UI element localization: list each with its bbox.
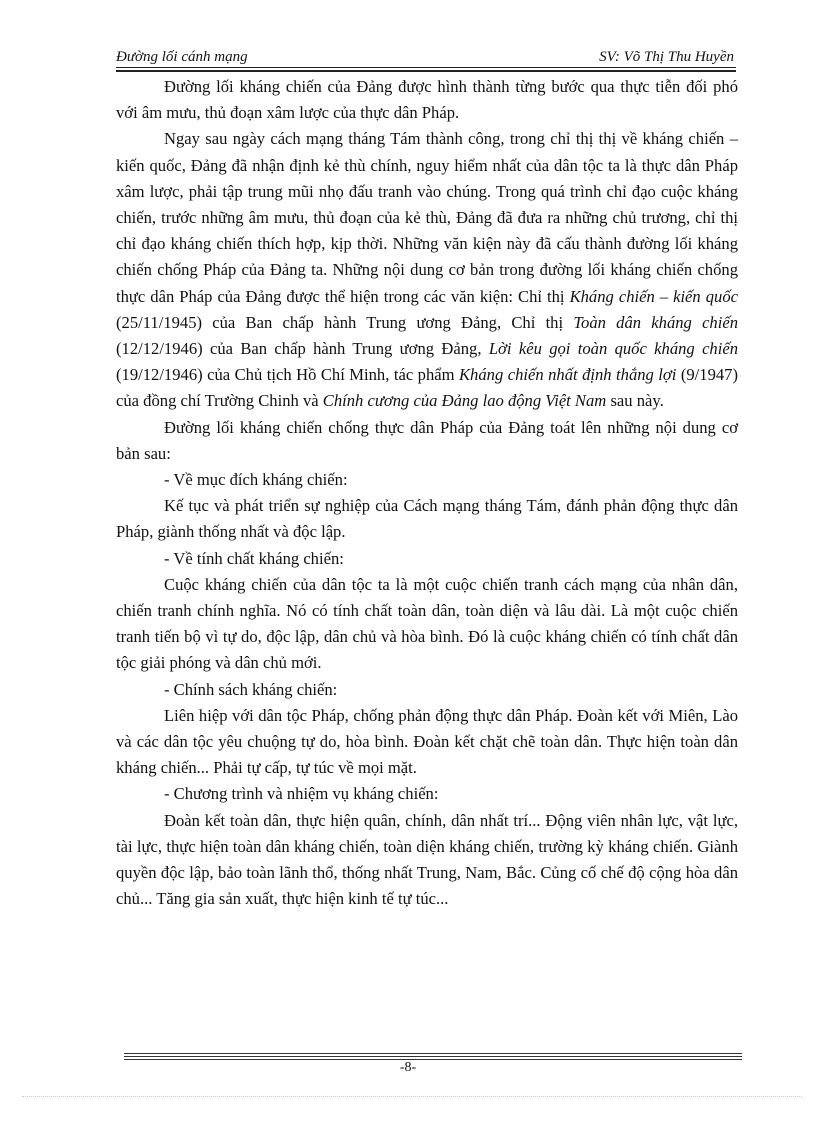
paragraph: Đường lối kháng chiến của Đảng được hình thành từng bước qua thực tiễn đối phó với âm mưu, thủ đoạn xâm lược của thực dân Pháp. [116,77,738,123]
section-heading: - Về tính chất kháng chiến: [164,548,344,568]
paragraph: Kế tục và phát triển sự nghiệp của Cách mạng tháng Tám, đánh phản động thực dân Pháp, giành thống nhất và độc lập. [116,496,738,542]
italic-title: Kháng chiến nhất định thắng lợi [458,365,677,385]
page-number: -8- [399,1060,417,1075]
paragraph: Cuộc kháng chiến của dân tộc ta là một cuộc chiến tranh cách mạng của nhân dân, chiến tranh chính nghĩa. Nó có tính chất toàn dân, toàn diện và lâu dài. Là một cuộc chiến tranh tiến bộ vì tự do, độc lập, dân chủ và hòa bình. Đó là cuộc kháng chiến có tính chất dân tộc giải phóng và dân chủ mới. [116,574,738,673]
header-rule [116,67,736,68]
italic-title: Toàn dân kháng chiến [573,312,739,332]
paragraph: Đoàn kết toàn dân, thực hiện quân, chính, dân nhất trí... Động viên nhân lực, vật lực, tài lực, thực hiện toàn dân kháng chiến, toàn diện kháng chiến, trường kỳ kháng chiến. Giành quyền độc lập, bảo toàn lãnh thổ, thống nhất Trung, Nam, Bắc. Củng cố chế độ cộng hòa dân chủ... Tăng gia sản xuất, thực hiện kinh tế tự túc... [116,810,738,909]
header-author: SV: Võ Thị Thu Huyền [599,49,734,65]
section-heading: - Chương trình và nhiệm vụ kháng chiến: [164,784,439,804]
italic-title: Kháng chiến – kiến quốc [569,286,738,306]
header-rule-thick [116,70,736,72]
paragraph: Đường lối kháng chiến chống thực dân Pháp của Đảng toát lên những nội dung cơ bản sau: [116,417,738,463]
page-header [116,47,734,67]
paragraph: Liên hiệp với dân tộc Pháp, chống phản động thực dân Pháp. Đoàn kết với Miên, Lào và các dân tộc yêu chuộng tự do, hòa bình. Đoàn kết chặt chẽ toàn dân. Thực hiện toàn dân kháng chiến... Phải tự cấp, tự túc về mọi mặt. [116,705,738,778]
section-heading: - Chính sách kháng chiến: [164,679,338,699]
header-left-title: Đường lối cánh mạng [116,49,248,65]
section-heading: - Về mục đích kháng chiến: [164,470,348,490]
document-body [116,74,738,913]
italic-title: Lời kêu gọi toàn quốc kháng chiến [488,339,739,359]
italic-title: Chính cương của Đảng lao động Việt Nam [322,391,607,411]
paragraph: Ngay sau ngày cách mạng tháng Tám thành công, trong chỉ thị thị về kháng chiến – kiến quốc, Đảng đã nhận định kẻ thù chính, nguy hiểm nhất của dân tộc ta là thực dân Pháp xâm lược, phải tập trung mũi nhọ đấu tranh vào chúng. Trong quá trình chỉ đạo cuộc kháng chiến, trước những âm mưu, thủ đoạn của kẻ thù, Đảng đã đưa ra những chủ trương, chỉ thị chỉ đạo kháng chiến thích hợp, kịp thời. Những văn kiện này đã cấu thành đường lối kháng chiến chống Pháp của Đảng ta. Những nội dung cơ bản trong đường lối kháng chiến chống thực dân Pháp của Đảng được thể hiện trong các văn kiện: Chỉ thị Kháng chiến – kiến quốc (25/11/1945) của Ban chấp hành Trung ương Đảng, Chỉ thị Toàn dân kháng chiến (12/12/1946) của Ban chấp hành Trung ương Đảng, Lời kêu gọi toàn quốc kháng chiến (19/12/1946) của Chủ tịch Hồ Chí Minh, tác phẩm Kháng chiến nhất định thắng lợi (9/1947) của đồng chí Trường Chinh và Chính cương của Đảng lao động Việt Nam sau này. [116,129,739,411]
page-bottom-border [22,1096,802,1097]
